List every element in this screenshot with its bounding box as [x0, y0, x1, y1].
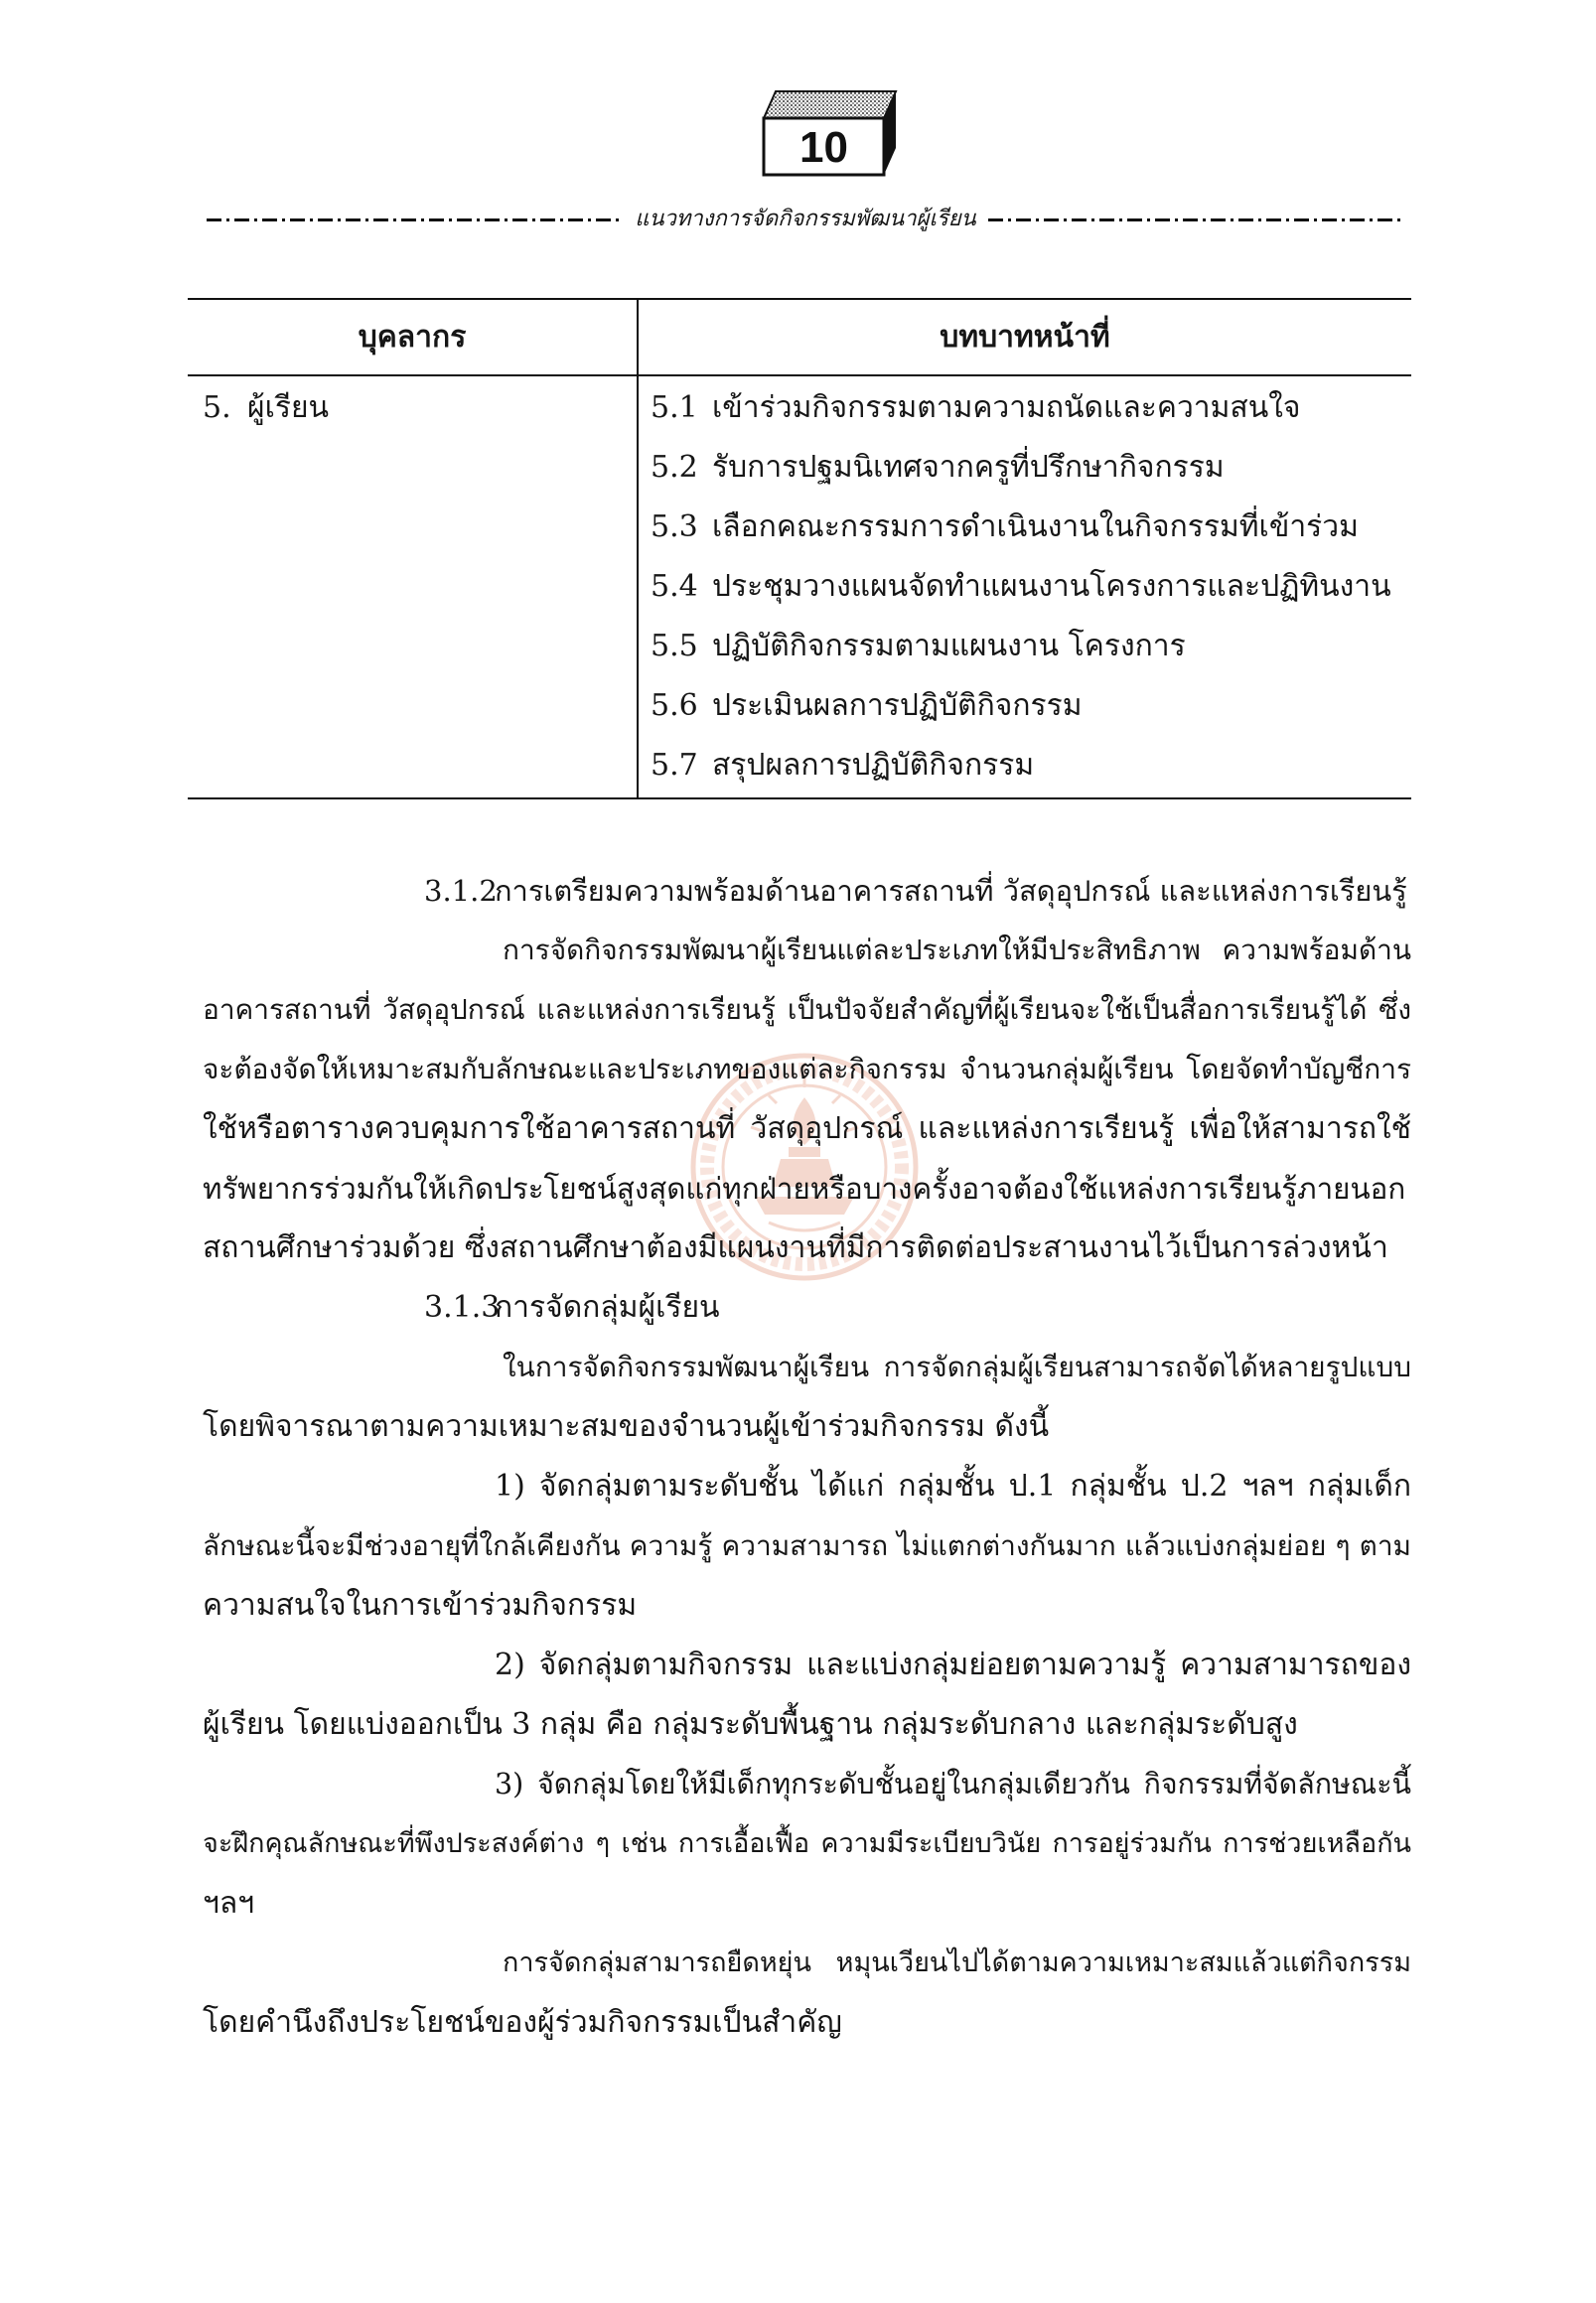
paragraph-line: ใช้หรือตารางควบคุมการใช้อาคารสถานที่ วัสดุอุปกรณ์ และแหล่งการเรียนรู้ เพื่อให้สามารถใช้	[203, 1111, 1411, 1146]
duty-text: ปฏิบัติกิจกรรมตามแผนงาน โครงการ	[712, 629, 1186, 663]
header-rule-right	[988, 218, 1404, 221]
section-number: 3.1.2	[424, 874, 498, 908]
duty-number: 5.6	[651, 688, 698, 723]
running-title: แนวทางการจัดกิจกรรมพัฒนาผู้เรียน	[635, 207, 976, 231]
duty-number: 5.5	[651, 629, 698, 663]
section-heading	[203, 1278, 1411, 1338]
duty-text: เลือกคณะกรรมการดำเนินงานในกิจกรรมที่เข้าร่วม	[712, 509, 1359, 544]
page-number: 10	[799, 123, 848, 172]
duties-cell	[639, 376, 1411, 797]
page-number-box	[755, 84, 914, 184]
duty-text: ประเมินผลการปฏิบัติกิจกรรม	[712, 688, 1083, 723]
duty-number: 5.3	[651, 509, 698, 544]
list-item	[203, 1755, 1411, 1934]
duty-number: 5.2	[651, 450, 698, 485]
list-item-line: ผู้เรียน โดยแบ่งออกเป็น 3 กลุ่ม คือ กลุ่มระดับพื้นฐาน กลุ่มระดับกลาง และกลุ่มระดับสูง	[203, 1707, 1298, 1742]
list-item-line: ความสนใจในการเข้าร่วมกิจกรรม	[203, 1588, 638, 1623]
personnel-label: ผู้เรียน	[247, 390, 330, 425]
running-header	[207, 204, 1404, 235]
list-item-line: จะฝึกคุณลักษณะที่พึงประสงค์ต่าง ๆ เช่น การเอื้อเฟื้อ ความมีระเบียบวินัย การอยู่ร่วมกัน การช่วยเหลือกัน	[203, 1828, 1411, 1859]
paragraph-line: จะต้องจัดให้เหมาะสมกับลักษณะและประเภทของแต่ละกิจกรรม จำนวนกลุ่มผู้เรียน โดยจัดทำบัญชีการ	[203, 1053, 1411, 1085]
paragraph-line: ในการจัดกิจกรรมพัฒนาผู้เรียน การจัดกลุ่มผู้เรียนสามารถจัดได้หลายรูปแบบ	[503, 1351, 1411, 1383]
section-title: การจัดกลุ่มผู้เรียน	[495, 1290, 720, 1325]
personnel-cell	[188, 376, 639, 797]
header-rule-left	[207, 218, 623, 221]
duty-text: สรุปผลการปฏิบัติกิจกรรม	[712, 748, 1035, 783]
list-item-line: 1) จัดกลุ่มตามระดับชั้น ได้แก่ กลุ่มชั้น ป.1 กลุ่มชั้น ป.2 ฯลฯ กลุ่มเด็ก	[495, 1469, 1411, 1504]
paragraph-line: การจัดกิจกรรมพัฒนาผู้เรียนแต่ละประเภทให้มีประสิทธิภาพ ความพร้อมด้าน	[503, 934, 1411, 966]
duty-number: 5.4	[651, 569, 698, 604]
table-header-personnel: บุคลากร	[188, 300, 639, 376]
paragraph	[203, 1934, 1411, 2053]
list-item	[203, 1457, 1411, 1636]
paragraph	[203, 921, 1411, 1278]
list-item-line: 2) จัดกลุ่มตามกิจกรรม และแบ่งกลุ่มย่อยตามความรู้ ความสามารถของ	[495, 1648, 1411, 1682]
paragraph	[203, 1338, 1411, 1457]
list-item-line: ฯลฯ	[203, 1886, 255, 1921]
section-title: การเตรียมความพร้อมด้านอาคารสถานที่ วัสดุอุปกรณ์ และแหล่งการเรียนรู้	[495, 874, 1407, 908]
paragraph-line: อาคารสถานที่ วัสดุอุปกรณ์ และแหล่งการเรียนรู้ เป็นปัจจัยสำคัญที่ผู้เรียนจะใช้เป็นสื่อการเรียนรู้ได้ ซึ่ง	[203, 993, 1411, 1026]
body-text	[203, 861, 1411, 2053]
duty-item	[651, 676, 1411, 736]
paragraph-line: โดยพิจารณาตามความเหมาะสมของจำนวนผู้เข้าร่วมกิจกรรม ดังนี้	[203, 1409, 1050, 1444]
duty-item	[651, 438, 1411, 498]
duty-number: 5.7	[651, 748, 698, 783]
list-item	[203, 1636, 1411, 1755]
paragraph-line: สถานศึกษาร่วมด้วย ซึ่งสถานศึกษาต้องมีแผนงานที่มีการติดต่อประสานงานไว้เป็นการล่วงหน้า	[203, 1230, 1388, 1265]
section-heading	[203, 861, 1411, 921]
paragraph-line: โดยคำนึงถึงประโยชน์ของผู้ร่วมกิจกรรมเป็นสำคัญ	[203, 2005, 842, 2040]
duty-number: 5.1	[651, 390, 698, 425]
personnel-entry	[203, 378, 637, 438]
duty-item	[651, 378, 1411, 438]
table-header-duties: บทบาทหน้าที่	[639, 300, 1411, 376]
duty-item	[651, 498, 1411, 557]
duty-item	[651, 736, 1411, 795]
list-item-line: ลักษณะนี้จะมีช่วงอายุที่ใกล้เคียงกัน ความรู้ ความสามารถ ไม่แตกต่างกันมาก แล้วแบ่งกลุ่มย่อย ๆ ตาม	[203, 1529, 1411, 1562]
list-item-line: 3) จัดกลุ่มโดยให้มีเด็กทุกระดับชั้นอยู่ในกลุ่มเดียวกัน กิจกรรมที่จัดลักษณะนี้	[495, 1768, 1411, 1800]
duty-text: เข้าร่วมกิจกรรมตามความถนัดและความสนใจ	[712, 390, 1301, 425]
duty-text: รับการปฐมนิเทศจากครูที่ปรึกษากิจกรรม	[712, 450, 1225, 485]
page-number-box-top	[764, 91, 896, 118]
section-number: 3.1.3	[424, 1290, 501, 1325]
paragraph-line: ทรัพยากรร่วมกันให้เกิดประโยชน์สูงสุดแก่ทุกฝ่ายหรือบางครั้งอาจต้องใช้แหล่งการเรียนรู้ภายนอก	[203, 1172, 1406, 1206]
duty-item	[651, 617, 1411, 676]
paragraph-line: การจัดกลุ่มสามารถยืดหยุ่น หมุนเวียนไปได้ตามความเหมาะสมแล้วแต่กิจกรรม	[503, 1947, 1411, 1978]
roles-table	[188, 298, 1411, 799]
personnel-number: 5.	[203, 390, 231, 425]
duty-text: ประชุมวางแผนจัดทำแผนงานโครงการและปฏิทินงาน	[712, 569, 1391, 604]
duty-item	[651, 557, 1411, 617]
